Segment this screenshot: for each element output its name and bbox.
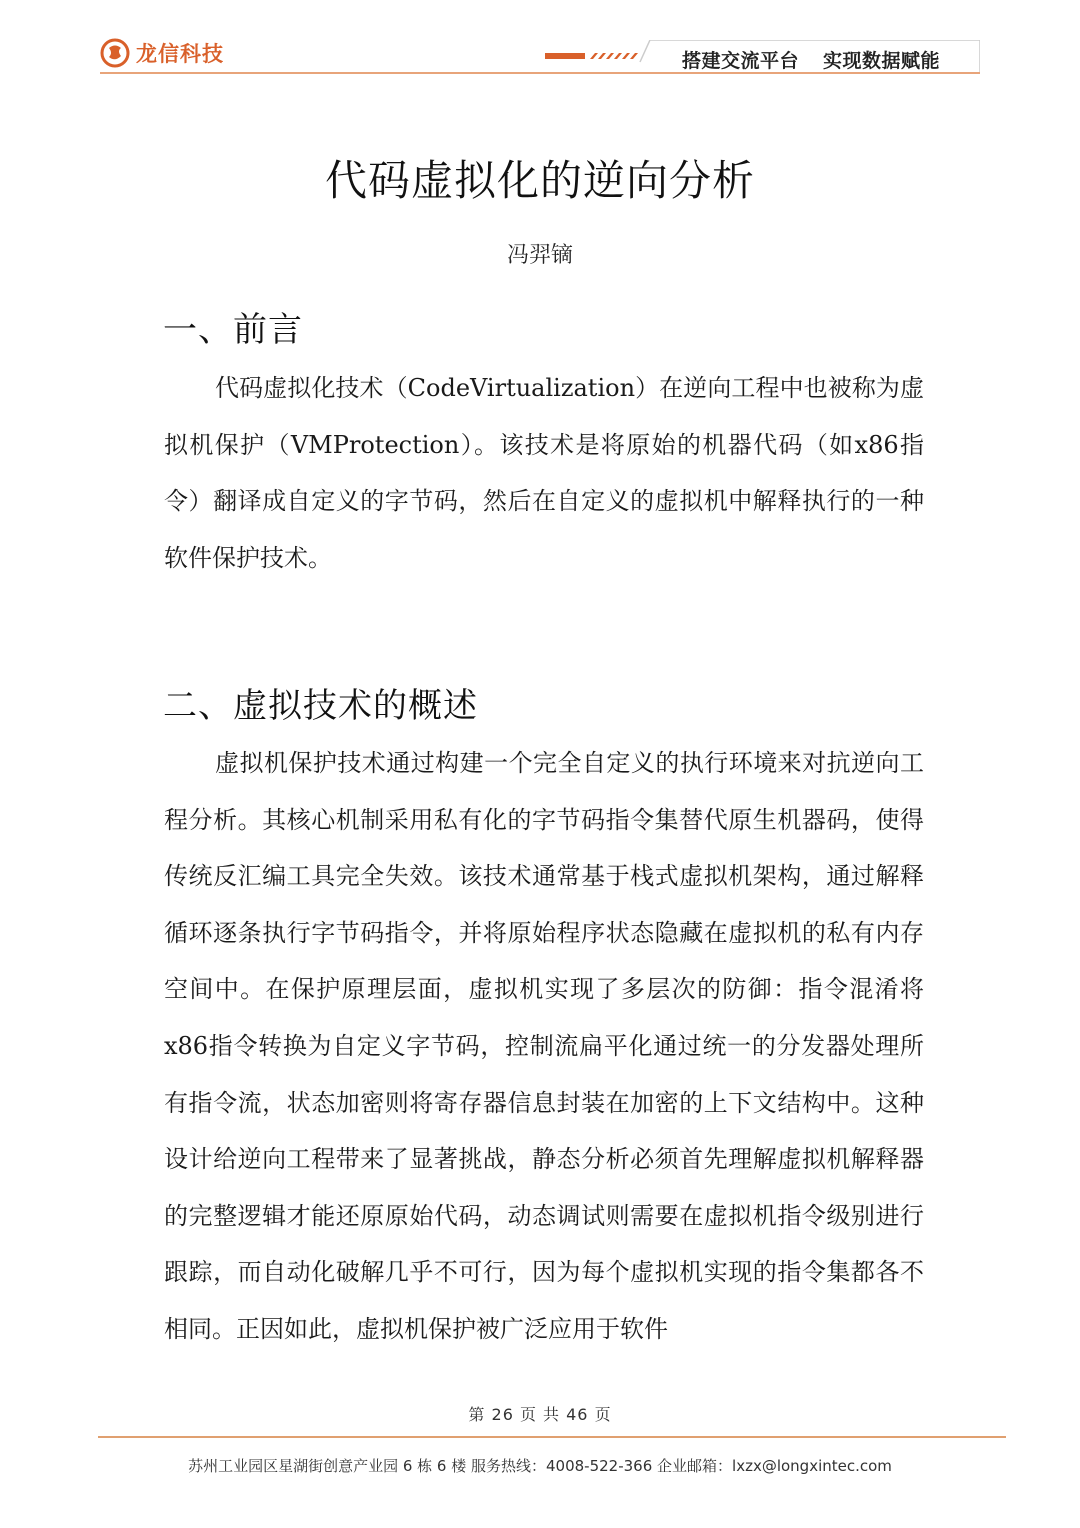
document-title: 代码虚拟化的逆向分析: [324, 156, 755, 205]
page-number: 第 26 页 共 46 页: [468, 1405, 612, 1424]
footer-divider: [98, 1436, 1006, 1438]
section-paragraph-overview: 虚拟机保护技术通过构建一个完全自定义的执行环境来对抗逆向工程分析。其核心机制采用私有化的字节码指令集替代原生机器码，使得传统反汇编工具完全失效。该技术通常基于栈式虚拟机架构，通过解释循环逐条执行字节码指令，并将原始程序状态隐藏在虚拟机的私有内存空间中。在保护原理层面，虚拟机实现了多层次的防御：指令混淆将x86指令转换为自定义字节码，控制流扁平化通过统一的分发器处理所有指令流，状态加密则将寄存器信息封装在加密的上下文结构中。这种设计给逆向工程带来了显著挑战，静态分析必须首先理解虚拟机解释器的完整逻辑才能还原原始代码，动态调试则需要在虚拟机指令级别进行跟踪，而自动化破解几乎不可行，因为每个虚拟机实现的指令集都各不相同。正因如此，虚拟机保护被广泛应用于软件: [164, 749, 924, 1343]
page-footer: 苏州工业园区星湖街创意产业园 6 栋 6 楼 服务热线：4008-522-366 企业邮箱：lxzx@longxintec.com: [188, 1457, 892, 1475]
company-logo: [100, 38, 224, 68]
logo-text: 龙信科技: [136, 42, 224, 66]
section-heading-preface: 一、前言: [163, 310, 303, 350]
slogan-left: 搭建交流平台: [682, 50, 800, 72]
section-paragraph-preface: 代码虚拟化技术（CodeVirtualization）在逆向工程中也被称为虚拟机保护（VMProtection）。该技术是将原始的机器代码（如x86指令）翻译成自定义的字节码，然后在自定义的虚拟机中解释执行的一种软件保护技术。: [164, 374, 924, 572]
header-divider: [100, 72, 980, 74]
header-slogan: [682, 46, 940, 73]
slogan-right: 实现数据赋能: [823, 50, 941, 72]
author-name: 冯羿镝: [506, 243, 573, 268]
section-heading-overview: 二、虚拟技术的概述: [163, 686, 478, 726]
page-header: [0, 0, 1080, 90]
dragon-logo-icon: [100, 38, 130, 68]
